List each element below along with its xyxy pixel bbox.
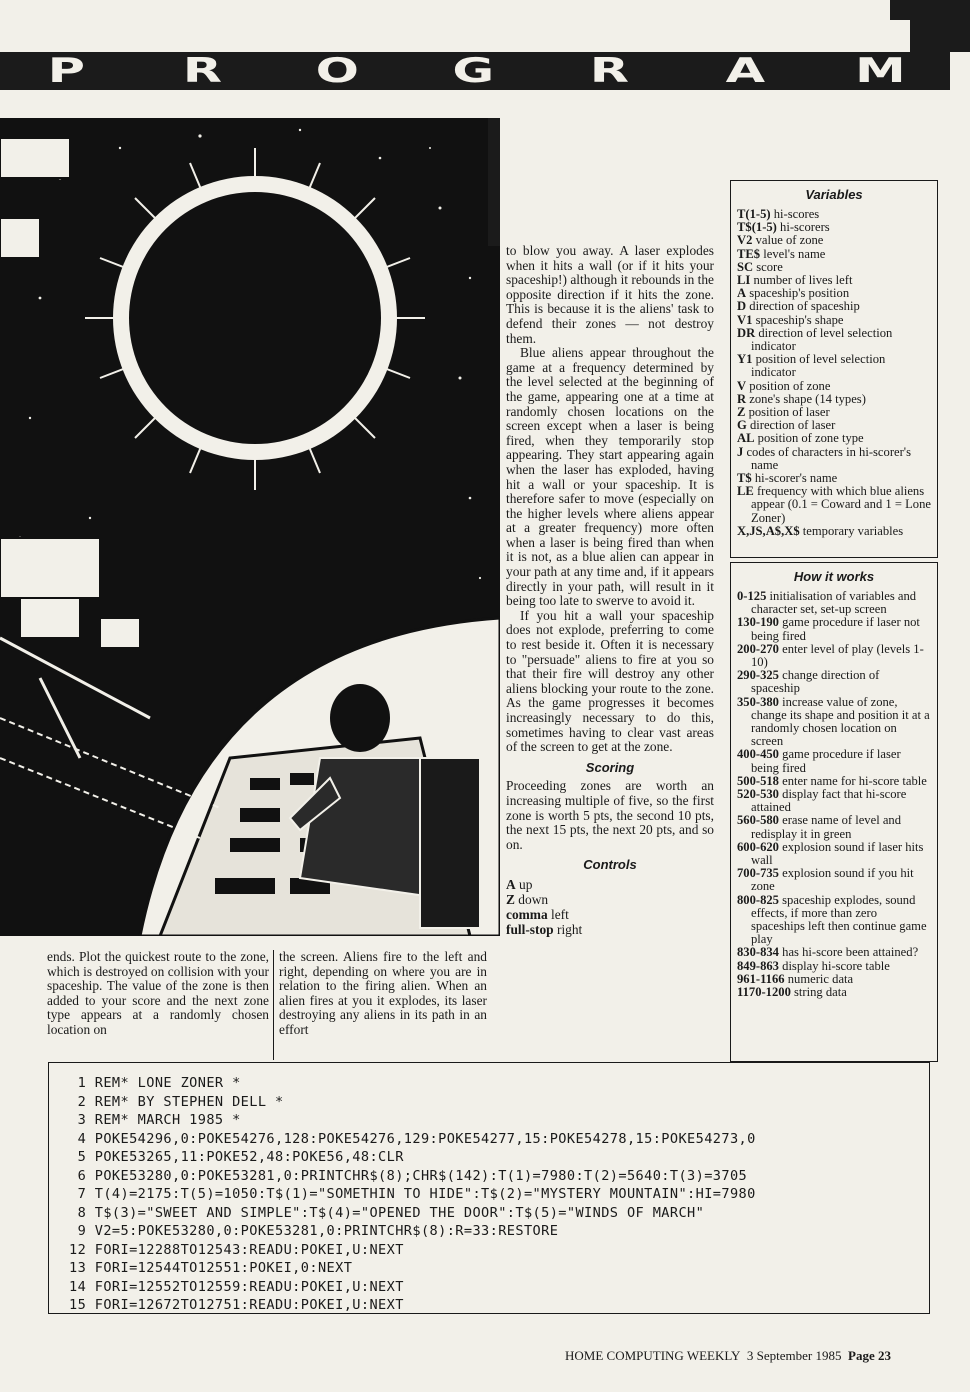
- variable-name: V1: [737, 312, 753, 327]
- illustration-edge: [488, 118, 500, 246]
- line-range-desc: display hi-score table: [782, 958, 890, 973]
- variable-desc: position of level selection indicator: [751, 352, 886, 380]
- code-line: 1 REM* LONE ZONER *: [69, 1075, 241, 1091]
- line-range: 961-1166: [737, 971, 785, 986]
- variable-name: X,JS,A$,X$: [737, 523, 800, 538]
- how-it-works-entry: [737, 590, 931, 616]
- line-range: 600-620: [737, 839, 779, 854]
- how-it-works-entry: [737, 643, 931, 669]
- how-it-works-entry: [737, 867, 931, 893]
- code-line: 12 FORI=12288TO12543:READU:POKEI,U:NEXT: [69, 1241, 404, 1258]
- variable-desc: zone's shape (14 types): [749, 391, 866, 406]
- variable-desc: hi-scores: [773, 207, 820, 221]
- article-column-middle: [506, 244, 714, 937]
- variable-desc: position of zone: [749, 378, 831, 393]
- control-row: full-stop right: [506, 921, 583, 937]
- variable-name: R: [737, 391, 747, 406]
- article-column-left: [47, 950, 269, 1038]
- scoring-text: Proceeding zones are worth an increasing multiple of five, so the first zone is worth 5 pts, the second 10 pts, the next 15 pts, the next 20 pts, and so on.: [506, 778, 714, 852]
- variable-name: LI: [737, 273, 751, 288]
- code-line: 6 POKE53280,0:POKE53281,0:PRINTCHR$(8);CHR$(142):T(1)=7980:T(2)=5640:T(3)=3705: [69, 1167, 748, 1184]
- banner-letter: P: [47, 51, 89, 91]
- variable-name: T$: [737, 471, 752, 486]
- variables-list: [737, 208, 931, 538]
- banner-letter: M: [855, 51, 910, 91]
- line-range-desc: initialisation of variables and character set, set-up screen: [751, 589, 917, 617]
- how-it-works-title: How it works: [793, 569, 875, 584]
- line-range: 400-450: [737, 747, 779, 762]
- line-range: 1170-1200: [737, 985, 791, 1000]
- how-it-works-entry: [737, 894, 931, 947]
- variable-desc: value of zone: [755, 233, 824, 248]
- line-range-desc: enter level of play (levels 1-10): [751, 641, 924, 670]
- variable-name: LE: [737, 484, 754, 499]
- article-paragraph: the screen. Aliens fire to the left and right, depending on where you are in relation to the firing alien. When an alien fires at you it explodes, its laser destroying any aliens in its path in an effort: [279, 949, 487, 1037]
- line-range-desc: increase value of zone, change its shape and position it at a randomly chosen location on screen: [751, 694, 930, 749]
- line-range-desc: game procedure if laser being fired: [751, 747, 901, 775]
- variable-name: Z: [737, 405, 746, 420]
- how-it-works-entry: [737, 814, 931, 840]
- variable-entry: [737, 446, 931, 472]
- control-row: Z down: [506, 891, 549, 907]
- line-range-desc: string data: [794, 985, 847, 1000]
- variable-name: T(1-5): [737, 207, 771, 221]
- how-it-works-entry: [737, 788, 931, 814]
- line-range-desc: enter name for hi-score table: [782, 773, 927, 788]
- banner-letter: R: [589, 51, 632, 91]
- variable-name: SC: [737, 259, 754, 274]
- article-paragraph: ends. Plot the quickest route to the zone, which is destroyed on collision with your spaceship. The value of the zone is then added to your score and the next zone type appears at a randomly chosen location on: [47, 949, 269, 1037]
- line-range: 0-125: [737, 589, 767, 603]
- program-banner: [0, 52, 950, 90]
- code-line: 5 POKE53265,11:POKE52,48:POKE56,48:CLR: [69, 1149, 404, 1165]
- line-range: 350-380: [737, 694, 779, 709]
- variable-name: Y1: [737, 352, 753, 367]
- variables-box: [730, 180, 938, 558]
- variable-name: AL: [737, 431, 755, 446]
- code-line: 8 T$(3)="SWEET AND SIMPLE":T$(4)="OPENED THE DOOR":T$(5)="WINDS OF MARCH": [69, 1204, 705, 1221]
- variable-desc: direction of level selection indicator: [751, 325, 893, 354]
- variable-name: TE$: [737, 246, 761, 261]
- line-range: 290-325: [737, 668, 779, 683]
- corner-tab-block: [910, 0, 970, 52]
- line-range: 830-834: [737, 945, 779, 960]
- variable-name: V2: [737, 233, 753, 248]
- control-row: comma left: [506, 906, 569, 922]
- how-it-works-entry: [737, 748, 931, 774]
- variable-desc: spaceship's position: [749, 286, 850, 301]
- controls-heading: Controls: [583, 857, 637, 873]
- page-number: Page 23: [848, 1348, 891, 1363]
- line-range-desc: explosion sound if you hit zone: [751, 866, 914, 894]
- article-paragraph: Blue aliens appear throughout the game at a frequency determined by the level selected at the beginning of the game, appearing one at a time at randomly chosen locations on the screen except when a laser is being fired, when they temporarily stop appearing. They start appearing again when the laser has exploded, having hit a wall or your spaceship. It is therefore safer to move (especially on the higher levels where aliens appear at a greater frequency) more often when a laser is being fired than when it is not, as a blue alien can appear in your path at any time and, if it appears directly in your path, will result in it being too late to swerve to avoid it.: [506, 345, 714, 609]
- variable-desc: direction of spaceship: [749, 299, 860, 314]
- line-range-desc: erase name of level and redisplay it in green: [751, 813, 902, 841]
- control-row: A up: [506, 876, 533, 892]
- variable-desc: number of lives left: [753, 273, 853, 288]
- code-line: 14 FORI=12552TO12559:READU:POKEI,U:NEXT: [69, 1278, 404, 1295]
- line-range: 560-580: [737, 813, 779, 828]
- variable-desc: hi-scorers: [780, 220, 830, 235]
- variable-desc: spaceship's shape: [755, 312, 844, 327]
- line-range-desc: spaceship explodes, sound effects, if more than zero spaceships left then continue game play: [751, 892, 927, 947]
- variable-name: A: [737, 286, 747, 301]
- variable-entry: [737, 353, 931, 379]
- code-line: 2 REM* BY STEPHEN DELL *: [69, 1093, 284, 1110]
- issue-date: 3 September 1985: [746, 1348, 842, 1363]
- line-range: 500-518: [737, 773, 779, 788]
- code-line: 3 REM* MARCH 1985 *: [69, 1112, 241, 1128]
- variable-name: V: [737, 378, 747, 393]
- variable-entry: [737, 525, 931, 538]
- banner-letter: R: [182, 51, 225, 91]
- line-range: 800-825: [737, 892, 779, 907]
- code-line: 7 T(4)=2175:T(5)=1050:T$(1)="SOMETHIN TO HIDE":T$(2)="MYSTERY MOUNTAIN":HI=7980: [69, 1186, 756, 1202]
- program-listing: [48, 1062, 930, 1314]
- line-range-desc: has hi-score been attained?: [782, 945, 919, 960]
- line-range: 700-735: [737, 866, 779, 881]
- variable-desc: hi-scorer's name: [754, 471, 838, 486]
- line-range-desc: explosion sound if laser hits wall: [751, 839, 924, 868]
- code-line: 4 POKE54296,0:POKE54276,128:POKE54276,129:POKE54277,15:POKE54278,15:POKE54273,0: [69, 1130, 756, 1147]
- line-range-desc: numeric data: [787, 971, 854, 986]
- code-line: 13 FORI=12544TO12551:POKEI,0:NEXT: [69, 1260, 353, 1276]
- how-it-works-list: [737, 590, 931, 999]
- how-it-works-entry: [737, 696, 931, 749]
- code-line: 9 V2=5:POKE53280,0:POKE53281,0:PRINTCHR$(8):R=33:RESTORE: [69, 1223, 559, 1239]
- variable-desc: direction of laser: [749, 418, 836, 433]
- variable-desc: position of laser: [748, 405, 830, 420]
- variable-desc: codes of characters in hi-scorer's name: [746, 444, 911, 472]
- line-range-desc: game procedure if laser not being fired: [751, 615, 920, 643]
- publication-name: HOME COMPUTING WEEKLY: [565, 1348, 741, 1363]
- variables-title: Variables: [805, 187, 863, 202]
- how-it-works-entry: [737, 616, 931, 642]
- article-column-left-2: [279, 950, 487, 1038]
- variable-name: D: [737, 299, 747, 314]
- article-paragraph: to blow you away. A laser explodes when it hits a wall (or if it hits your spaceship!) although it rebounds in the opposite direction if it hits the zone. This is because it is the aliens' task to defend their zones — not destroy them.: [506, 243, 714, 346]
- line-range: 849-863: [737, 958, 779, 973]
- line-range-desc: change direction of spaceship: [751, 668, 880, 696]
- code-line: 15 FORI=12672TO12751:READU:POKEI,U:NEXT: [69, 1297, 404, 1313]
- space-illustration: [0, 118, 500, 936]
- variable-desc: frequency with which blue aliens appear (0.1 = Coward and 1 = Lone Zoner): [751, 484, 931, 525]
- how-it-works-entry: [737, 986, 931, 999]
- variable-name: T$(1-5): [737, 220, 777, 235]
- line-range: 130-190: [737, 615, 779, 630]
- banner-letter: G: [452, 51, 498, 91]
- how-it-works-entry: [737, 669, 931, 695]
- how-it-works-box: [730, 562, 938, 1062]
- variable-name: J: [737, 444, 744, 459]
- article-paragraph: If you hit a wall your spaceship does not explode, preferring to come to rest beside it. Often it is necessary to "persuade" aliens to fire at you so that their fire will destroy any other aliens blocking your route to the zone. As the game progresses it becomes increasingly necessary to do this, sometimes having to clear vast areas of the screen to get at the zone.: [506, 607, 714, 755]
- variable-name: DR: [737, 325, 756, 340]
- page-footer: [565, 1348, 891, 1364]
- column-rule: [273, 950, 274, 1060]
- variable-entry: [737, 327, 931, 353]
- variable-desc: position of zone type: [757, 431, 864, 446]
- how-it-works-entry: [737, 841, 931, 867]
- variable-desc: level's name: [763, 246, 826, 261]
- line-range: 520-530: [737, 787, 779, 802]
- banner-letter: A: [725, 51, 768, 91]
- variable-desc: temporary variables: [802, 523, 904, 538]
- line-range-desc: display fact that hi-score attained: [751, 787, 907, 815]
- variable-name: G: [737, 418, 747, 433]
- variable-entry: [737, 485, 931, 525]
- variable-desc: score: [756, 259, 783, 274]
- banner-letter: O: [316, 51, 363, 91]
- scoring-heading: Scoring: [585, 759, 635, 775]
- line-range: 200-270: [737, 641, 779, 656]
